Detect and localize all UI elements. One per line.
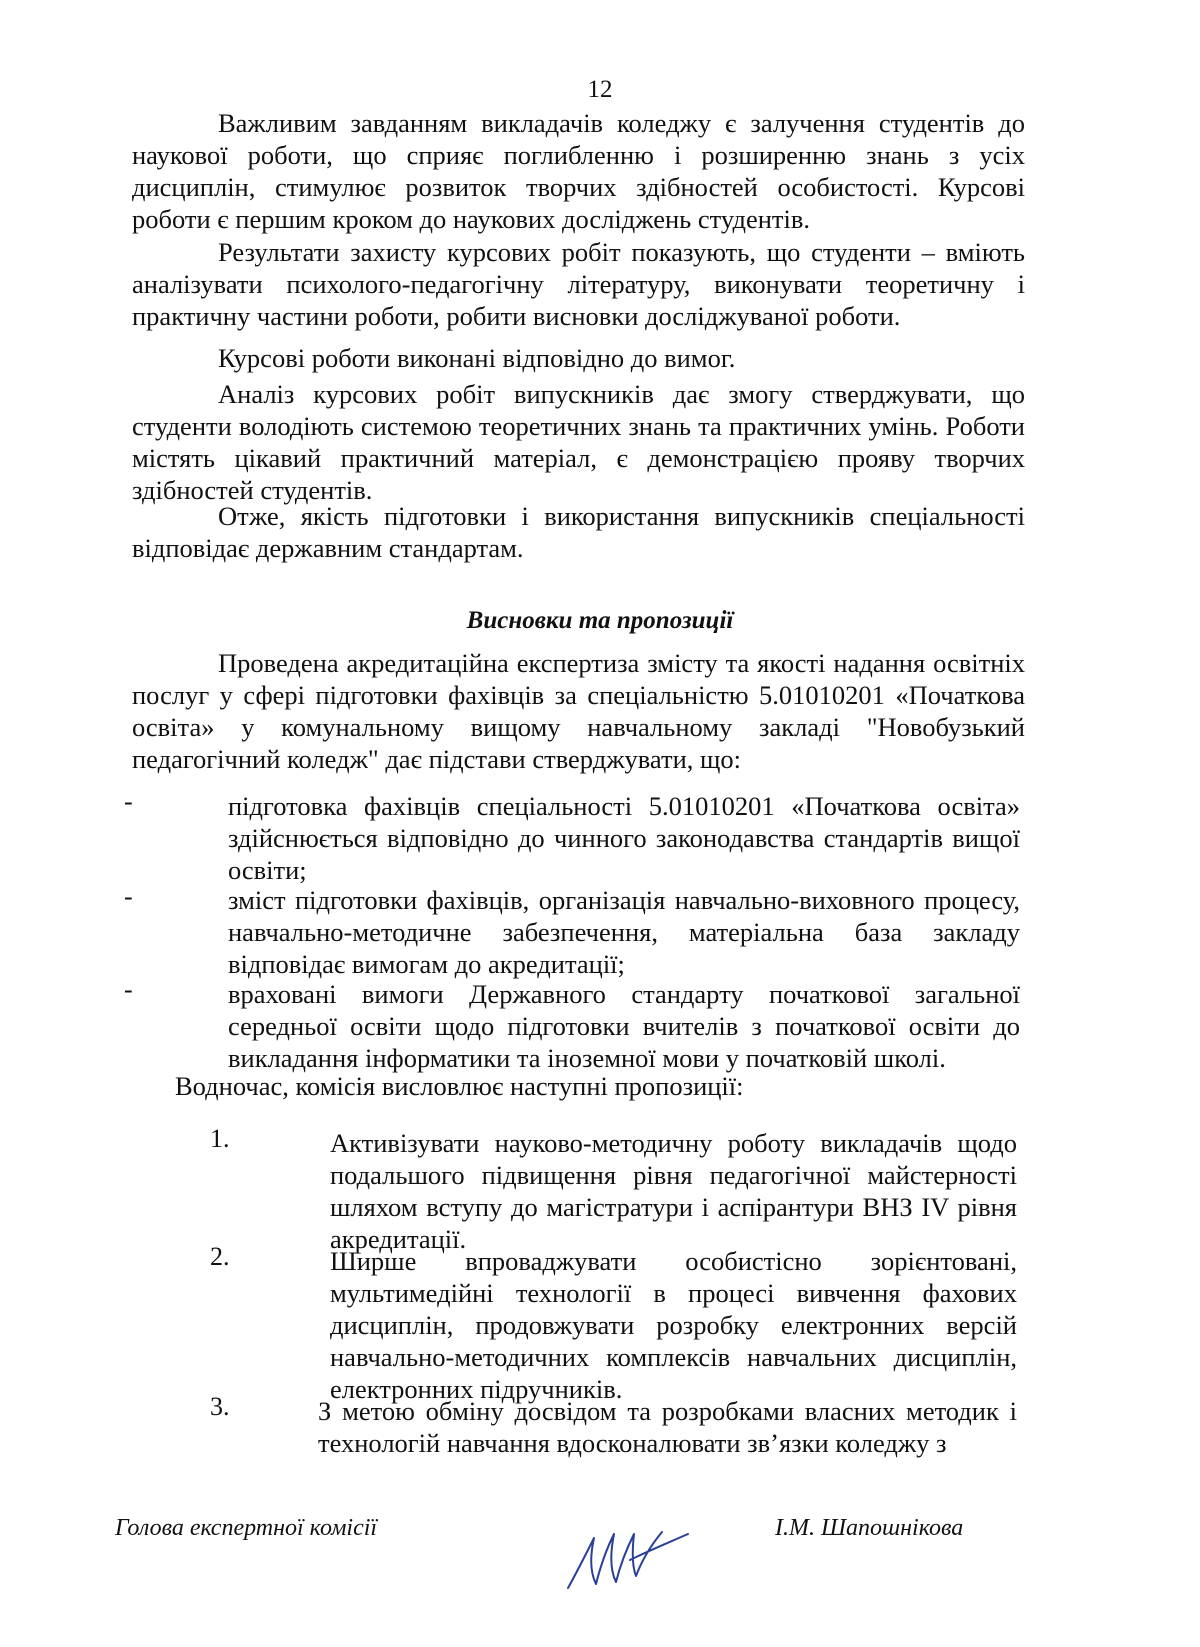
bullet-item: зміст підготовки фахівців, організація навчально-виховного процесу, навчально-методичне забезпечення, матеріальна база закладу відповідає вимогам до акредитації; bbox=[228, 885, 1020, 979]
proposal-number: 1. bbox=[210, 1124, 230, 1153]
paragraph-defense-results: Результати захисту курсових робіт показують, що студенти – вміють аналізувати психолого-педагогічну літературу, виконувати теоретичну і практичну частини роботи, робити висновки досліджуваної роботи. bbox=[132, 237, 1025, 331]
proposal-item: З метою обміну досвідом та розробками власних методик і технологій навчання вдосконалювати зв’язки коледжу з bbox=[318, 1396, 1017, 1458]
page-number: 12 bbox=[587, 76, 613, 103]
footer-role: Голова експертної комісії bbox=[115, 1515, 378, 1541]
bullet-marker: - bbox=[124, 975, 133, 1004]
proposal-item: Активізувати науково-методичну роботу викладачів щодо подальшого підвищення рівня педагогічної майстерності шляхом вступу до магістратури і аспірантури ВНЗ IV рівня акредитації. bbox=[330, 1128, 1017, 1254]
bullet-item: підготовка фахівців спеціальності 5.01010201 «Початкова освіта» здійснюється відповідно до чинного законодавства стандартів вищої освіти; bbox=[228, 791, 1020, 885]
signature-image bbox=[560, 1520, 690, 1600]
section-heading: Висновки та пропозиції bbox=[466, 607, 734, 634]
proposal-number: 2. bbox=[210, 1242, 230, 1271]
bullet-marker: - bbox=[124, 787, 133, 816]
conclusion-intro: Проведена акредитаційна експертиза змісту та якості надання освітніх послуг у сфері підготовки фахівців за спеціальністю 5.01010201 «Початкова освіта» у комунальному вищому навчальному закладі "Новобузький педагогічний коледж" дає підстави стверджувати, що: bbox=[132, 648, 1025, 774]
proposal-number: 3. bbox=[210, 1392, 230, 1421]
bullet-marker: - bbox=[124, 882, 133, 911]
paragraph-analysis: Аналіз курсових робіт випускників дає змогу стверджувати, що студенти володіють системою теоретичних знань та практичних умінь. Роботи містять цікавий практичний матеріал, є демонстрацією прояву творчих здібностей студентів. bbox=[132, 379, 1025, 505]
paragraph-requirements: Курсові роботи виконані відповідно до вимог. bbox=[218, 343, 736, 373]
proposal-item: Ширше впроваджувати особистісно зорієнтовані, мультимедійні технології в процесі вивчення фахових дисциплін, продовжувати розробку електронних версій навчально-методичних комплексів навчальних дисциплін, електронних підручників. bbox=[330, 1246, 1017, 1404]
paragraph-research-involvement: Важливим завданням викладачів коледжу є залучення студентів до наукової роботи, що сприяє поглибленню і розширенню знань з усіх дисциплін, стимулює розвиток творчих здібностей особистості. Курсові роботи є першим кроком до наукових досліджень студентів. bbox=[132, 108, 1025, 234]
paragraph-quality: Отже, якість підготовки і використання випускників спеціальності відповідає державним стандартам. bbox=[132, 501, 1025, 563]
bullet-item: враховані вимоги Державного стандарту початкової загальної середньої освіти щодо підготовки вчителів з початкової освіти до викладання інформатики та іноземної мови у початковій школі. bbox=[228, 979, 1020, 1073]
footer-name: І.М. Шапошнікова bbox=[775, 1515, 964, 1541]
proposals-intro: Водночас, комісія висловлює наступні пропозиції: bbox=[175, 1071, 744, 1101]
